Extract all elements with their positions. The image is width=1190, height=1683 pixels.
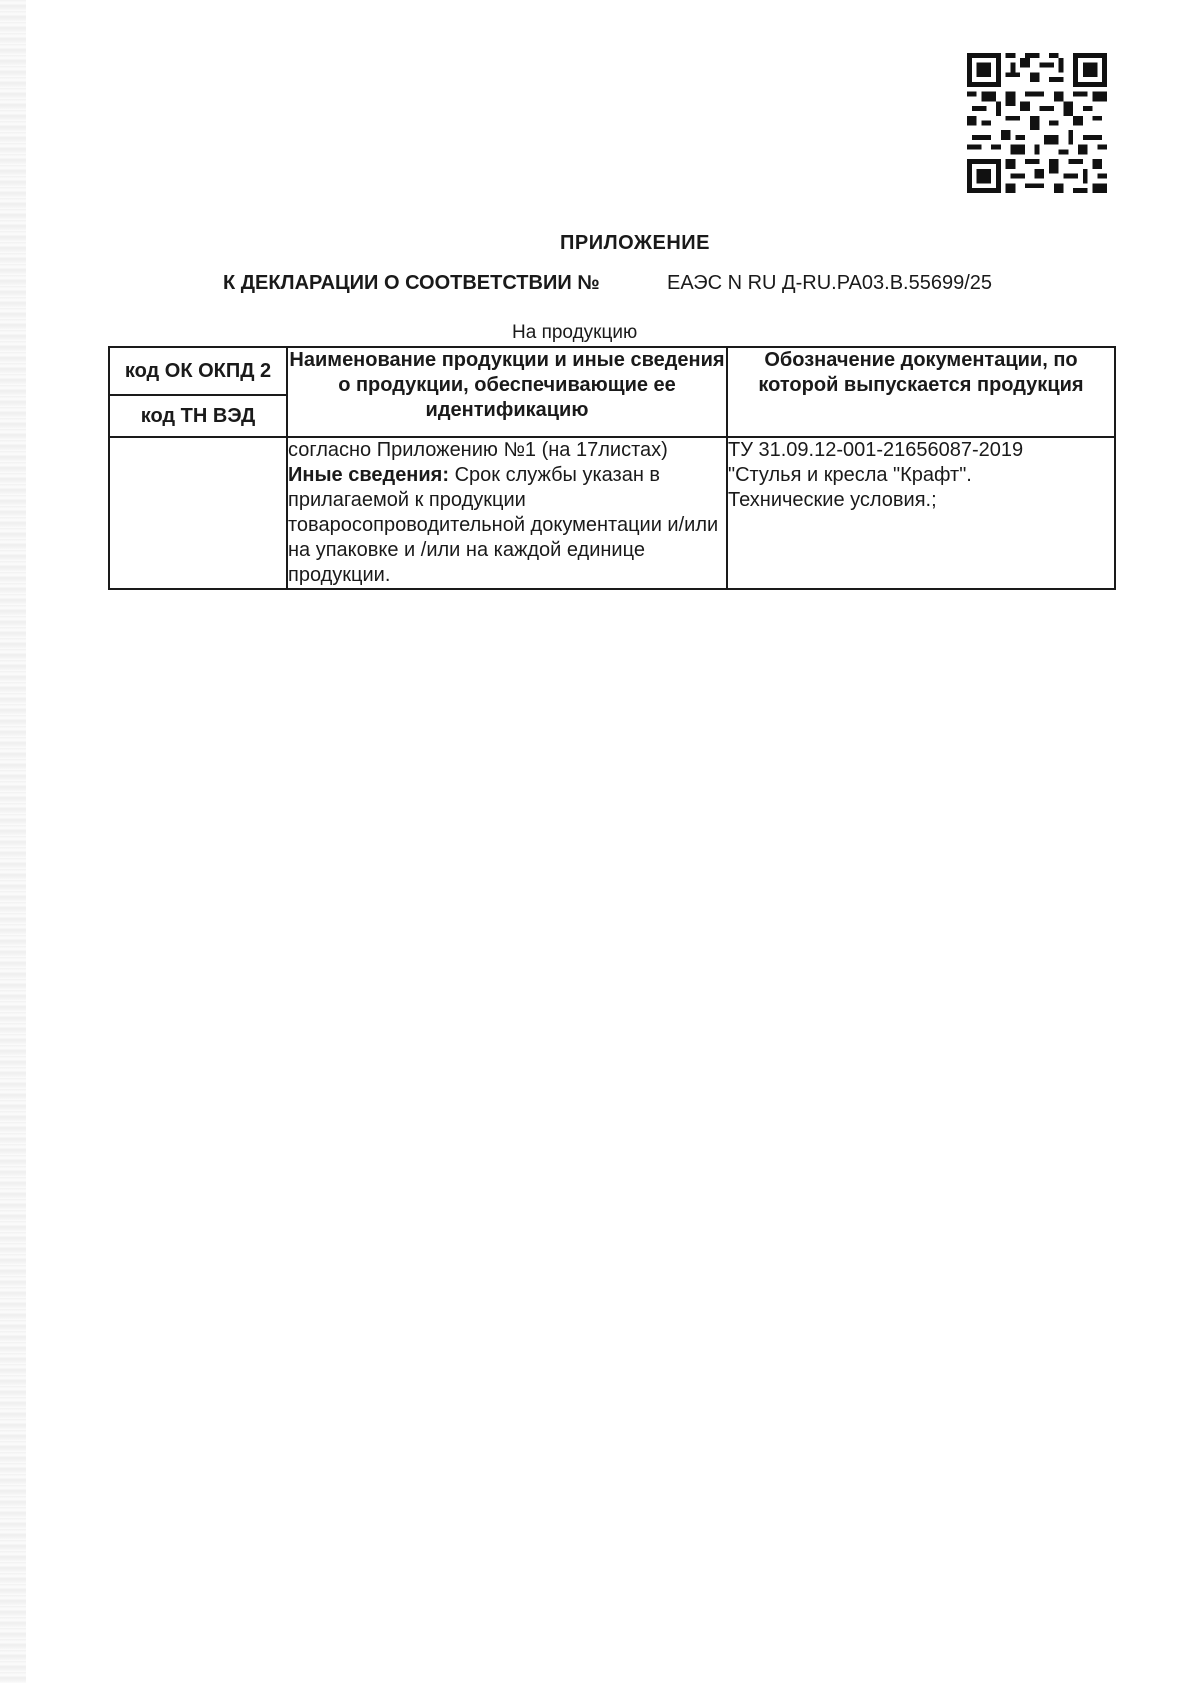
product-name-cell xyxy=(287,437,727,589)
product-line: согласно Приложению №1 (на 17листах) xyxy=(288,439,668,461)
product-table xyxy=(108,346,1116,590)
page-title: ПРИЛОЖЕНИЕ xyxy=(560,232,710,254)
doc-line-3: Технические условия.; xyxy=(728,489,937,511)
documentation-header: Обозначение документации, по которой выпускается продукция xyxy=(727,347,1115,437)
scan-edge xyxy=(0,0,26,1683)
table-row xyxy=(109,437,1115,589)
doc-line-2: "Стулья и кресла "Крафт". xyxy=(728,464,972,486)
other-info xyxy=(288,463,726,588)
on-product-caption: На продукцию xyxy=(512,322,638,343)
code-header-cell xyxy=(109,347,287,437)
declaration-number: ЕАЭС N RU Д-RU.PA03.B.55699/25 xyxy=(667,272,993,294)
doc-line-1: ТУ 31.09.12-001-21656087-2019 xyxy=(728,439,1024,461)
product-name-header: Наименование продукции и иные сведения о продукции, обеспечивающие ее идентификацию xyxy=(287,347,727,437)
qr-code-icon xyxy=(967,53,1107,193)
code-okpd-header: код ОК ОКПД 2 xyxy=(110,348,286,396)
declaration-heading: К ДЕКЛАРАЦИИ О СООТВЕТСТВИИ № xyxy=(223,272,600,294)
other-info-label: Иные сведения: xyxy=(288,464,450,486)
code-tnved-header: код ТН ВЭД xyxy=(140,404,256,427)
code-cell xyxy=(109,437,287,589)
table-header-row xyxy=(109,347,1115,437)
other-info-text: Срок службы указан в прилагаемой к продукции товаросопроводительной документации и/или на упаковке и /или на каждой единице продукции. xyxy=(288,464,719,586)
documentation-cell xyxy=(727,437,1115,589)
